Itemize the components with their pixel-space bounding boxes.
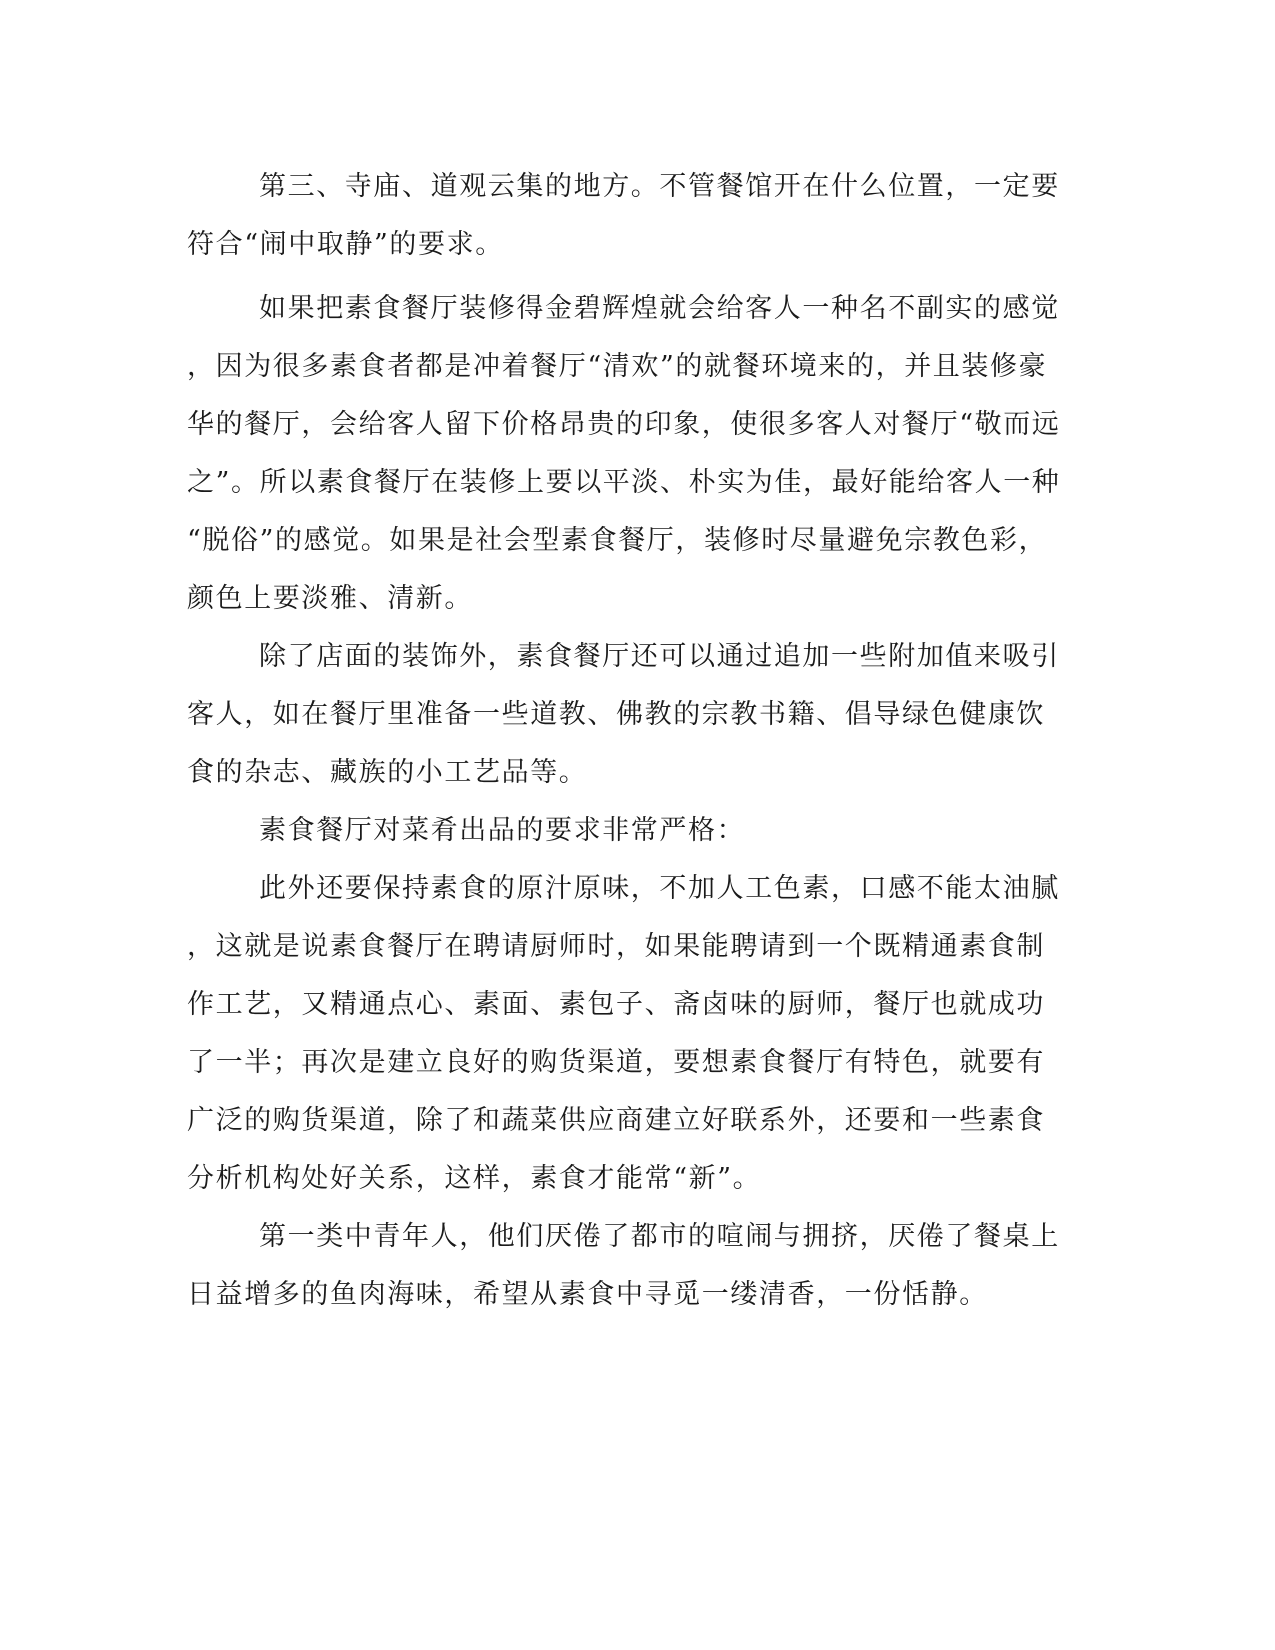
paragraph-line: 颜色上要淡雅、清新。 xyxy=(187,583,473,614)
paragraph-line: 符合“闹中取静”的要求。 xyxy=(187,229,504,260)
paragraph-line: 之”。所以素食餐厅在装修上要以平淡、朴实为佳，最好能给客人一种 xyxy=(187,467,1061,498)
paragraph-line: 如果把素食餐厅装修得金碧辉煌就会给客人一种名不副实的感觉 xyxy=(259,293,1060,324)
paragraph-line: 此外还要保持素食的原汁原味，不加人工色素，口感不能太油腻 xyxy=(259,873,1060,904)
paragraph-line: 素食餐厅对菜肴出品的要求非常严格： xyxy=(259,815,746,846)
paragraph-line: 第三、寺庙、道观云集的地方。不管餐馆开在什么位置，一定要 xyxy=(259,171,1060,202)
paragraph-line: 了一半；再次是建立良好的购货渠道，要想素食餐厅有特色，就要有 xyxy=(187,1047,1045,1078)
paragraph-line: 客人，如在餐厅里准备一些道教、佛教的宗教书籍、倡导绿色健康饮 xyxy=(187,699,1045,730)
paragraph-line: 广泛的购货渠道，除了和蔬菜供应商建立好联系外，还要和一些素食 xyxy=(187,1105,1045,1136)
paragraph-line: 日益增多的鱼肉海味，希望从素食中寻觅一缕清香，一份恬静。 xyxy=(187,1279,988,1310)
paragraph-line: “脱俗”的感觉。如果是社会型素食餐厅，装修时尽量避免宗教色彩， xyxy=(187,525,1048,556)
paragraph-line: 华的餐厅，会给客人留下价格昂贵的印象，使很多客人对餐厅“敬而远 xyxy=(187,409,1061,440)
paragraph-line: 除了店面的装饰外，素食餐厅还可以通过追加一些附加值来吸引 xyxy=(259,641,1060,672)
document-body xyxy=(187,158,1067,1324)
paragraph-line: ，因为很多素食者都是冲着餐厅“清欢”的就餐环境来的，并且装修豪 xyxy=(187,351,1048,382)
paragraph-line: ，这就是说素食餐厅在聘请厨师时，如果能聘请到一个既精通素食制 xyxy=(187,931,1045,962)
paragraph-line: 第一类中青年人，他们厌倦了都市的喧闹与拥挤，厌倦了餐桌上 xyxy=(259,1221,1060,1252)
paragraph-line: 分析机构处好关系，这样，素食才能常“新”。 xyxy=(187,1163,762,1194)
paragraph-line: 作工艺，又精通点心、素面、素包子、斋卤味的厨师，餐厅也就成功 xyxy=(187,989,1045,1020)
paragraph-line: 食的杂志、藏族的小工艺品等。 xyxy=(187,757,588,788)
